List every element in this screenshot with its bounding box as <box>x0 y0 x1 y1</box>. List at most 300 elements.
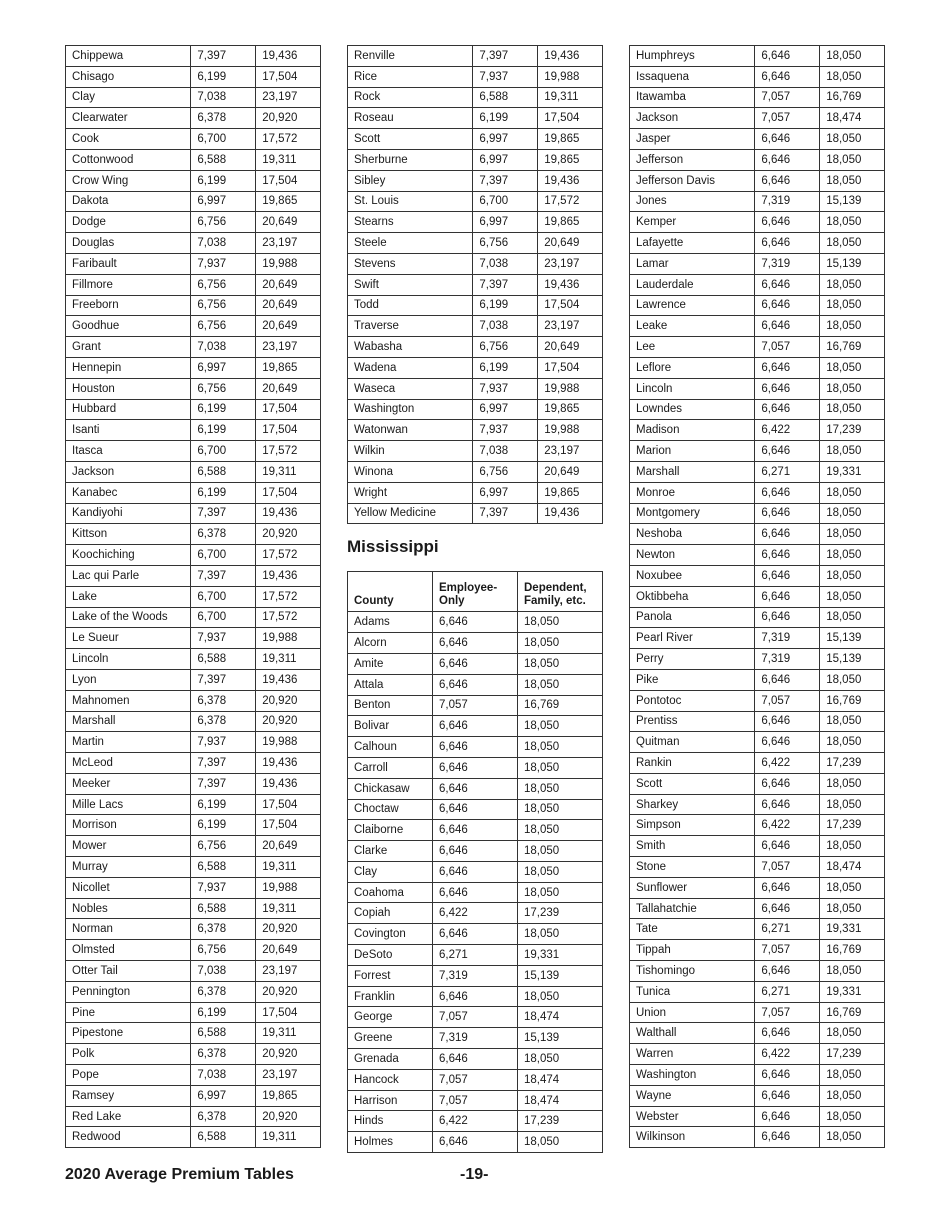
county-cell: Neshoba <box>630 524 755 545</box>
table-row <box>630 337 885 358</box>
page-number: -19- <box>460 1166 489 1183</box>
employee-only-cell: 6,700 <box>191 441 256 462</box>
dependent-cell: 18,050 <box>820 503 885 524</box>
dependent-cell: 18,050 <box>820 1085 885 1106</box>
county-cell: Newton <box>630 545 755 566</box>
dependent-cell: 18,050 <box>820 961 885 982</box>
employee-only-cell: 6,646 <box>433 861 518 882</box>
county-cell: Hubbard <box>66 399 191 420</box>
dependent-cell: 17,504 <box>256 815 321 836</box>
county-cell: Rice <box>348 66 473 87</box>
employee-only-cell: 6,588 <box>191 1127 256 1148</box>
employee-only-cell: 6,646 <box>433 924 518 945</box>
dependent-cell: 17,239 <box>820 1044 885 1065</box>
employee-only-cell: 6,646 <box>755 441 820 462</box>
table-row <box>348 233 603 254</box>
table-row <box>630 711 885 732</box>
table-row <box>66 337 321 358</box>
county-cell: Chisago <box>66 66 191 87</box>
employee-only-cell: 6,646 <box>755 316 820 337</box>
dependent-cell: 19,865 <box>538 129 603 150</box>
county-cell: Renville <box>348 46 473 67</box>
county-cell: Benton <box>348 695 433 716</box>
dependent-cell: 20,920 <box>256 919 321 940</box>
dependent-cell: 18,050 <box>820 233 885 254</box>
county-cell: Pennington <box>66 981 191 1002</box>
county-cell: Harrison <box>348 1090 433 1111</box>
dependent-cell: 19,865 <box>538 212 603 233</box>
dependent-cell: 17,239 <box>518 903 603 924</box>
premium-table <box>65 45 321 1148</box>
county-cell: Martin <box>66 732 191 753</box>
employee-only-cell: 6,646 <box>755 877 820 898</box>
county-cell: Le Sueur <box>66 628 191 649</box>
employee-only-cell: 6,422 <box>755 420 820 441</box>
employee-only-cell: 6,646 <box>755 961 820 982</box>
county-cell: Humphreys <box>630 46 755 67</box>
employee-only-cell: 7,038 <box>191 1065 256 1086</box>
table-row <box>66 773 321 794</box>
table-row <box>66 482 321 503</box>
premium-table <box>629 45 885 1148</box>
table-row <box>66 233 321 254</box>
premium-column-2 <box>347 45 603 1153</box>
table-row <box>630 295 885 316</box>
dependent-cell: 18,474 <box>820 108 885 129</box>
employee-only-cell: 6,271 <box>755 919 820 940</box>
dependent-cell: 18,050 <box>820 877 885 898</box>
table-row <box>66 524 321 545</box>
county-cell: Jackson <box>66 461 191 482</box>
employee-only-cell: 7,937 <box>191 732 256 753</box>
county-cell: Morrison <box>66 815 191 836</box>
employee-only-cell: 7,937 <box>473 420 538 441</box>
table-row <box>348 737 603 758</box>
table-row <box>66 129 321 150</box>
employee-only-cell: 7,057 <box>433 1090 518 1111</box>
employee-only-cell: 6,646 <box>755 545 820 566</box>
dependent-cell: 18,050 <box>518 799 603 820</box>
dependent-cell: 18,050 <box>820 1127 885 1148</box>
county-cell: Norman <box>66 919 191 940</box>
dependent-cell: 15,139 <box>820 649 885 670</box>
employee-only-cell: 7,397 <box>191 669 256 690</box>
employee-only-cell: 6,588 <box>191 149 256 170</box>
table-row <box>66 378 321 399</box>
table-row <box>66 274 321 295</box>
dependent-cell: 18,050 <box>820 482 885 503</box>
dependent-cell: 18,050 <box>820 170 885 191</box>
county-cell: Fillmore <box>66 274 191 295</box>
table-row <box>348 945 603 966</box>
dependent-cell: 19,988 <box>256 253 321 274</box>
dependent-header: Dependent, Family, etc. <box>518 572 603 612</box>
table-row <box>630 649 885 670</box>
county-cell: DeSoto <box>348 945 433 966</box>
employee-only-cell: 7,397 <box>191 46 256 67</box>
premium-table <box>347 45 603 524</box>
table-row <box>66 316 321 337</box>
table-row <box>66 503 321 524</box>
county-cell: Marion <box>630 441 755 462</box>
table-row <box>348 820 603 841</box>
county-cell: Rock <box>348 87 473 108</box>
dependent-cell: 19,436 <box>256 773 321 794</box>
employee-only-cell: 6,646 <box>433 757 518 778</box>
employee-only-cell: 7,038 <box>473 253 538 274</box>
dependent-cell: 18,050 <box>820 669 885 690</box>
table-row <box>630 1106 885 1127</box>
dependent-cell: 19,436 <box>256 753 321 774</box>
county-cell: Tippah <box>630 940 755 961</box>
table-row <box>348 316 603 337</box>
dependent-cell: 18,050 <box>820 399 885 420</box>
dependent-cell: 17,504 <box>256 170 321 191</box>
table-row <box>630 274 885 295</box>
dependent-cell: 18,474 <box>518 1069 603 1090</box>
county-cell: Olmsted <box>66 940 191 961</box>
county-cell: Scott <box>630 773 755 794</box>
employee-only-cell: 6,700 <box>191 129 256 150</box>
county-cell: Wabasha <box>348 337 473 358</box>
county-cell: Itasca <box>66 441 191 462</box>
county-cell: Madison <box>630 420 755 441</box>
table-row <box>66 46 321 67</box>
county-cell: Lafayette <box>630 233 755 254</box>
employee-only-cell: 6,199 <box>191 399 256 420</box>
dependent-cell: 23,197 <box>538 441 603 462</box>
county-cell: Lauderdale <box>630 274 755 295</box>
dependent-cell: 17,572 <box>538 191 603 212</box>
table-row <box>66 586 321 607</box>
table-row <box>630 836 885 857</box>
table-row <box>348 87 603 108</box>
table-row <box>630 461 885 482</box>
employee-only-cell: 6,588 <box>473 87 538 108</box>
county-cell: Coahoma <box>348 882 433 903</box>
employee-only-cell: 7,038 <box>473 441 538 462</box>
employee-only-cell: 6,422 <box>433 1111 518 1132</box>
dependent-cell: 19,436 <box>256 503 321 524</box>
dependent-cell: 18,050 <box>820 1106 885 1127</box>
employee-only-cell: 6,199 <box>191 482 256 503</box>
county-header: County <box>348 572 433 612</box>
table-row <box>348 337 603 358</box>
employee-only-cell: 7,397 <box>473 170 538 191</box>
employee-only-cell: 6,756 <box>473 461 538 482</box>
table-row <box>348 716 603 737</box>
dependent-cell: 18,050 <box>820 524 885 545</box>
table-row <box>630 316 885 337</box>
dependent-cell: 17,504 <box>256 1002 321 1023</box>
employee-only-cell: 7,397 <box>473 46 538 67</box>
county-cell: Jasper <box>630 129 755 150</box>
county-cell: Covington <box>348 924 433 945</box>
county-cell: Lawrence <box>630 295 755 316</box>
county-cell: Hennepin <box>66 357 191 378</box>
dependent-cell: 18,050 <box>820 295 885 316</box>
county-cell: Itawamba <box>630 87 755 108</box>
county-cell: Ramsey <box>66 1085 191 1106</box>
dependent-cell: 18,050 <box>518 986 603 1007</box>
employee-only-cell: 6,756 <box>191 274 256 295</box>
county-cell: Kemper <box>630 212 755 233</box>
county-cell: Wright <box>348 482 473 503</box>
county-cell: Jefferson Davis <box>630 170 755 191</box>
table-row <box>348 1090 603 1111</box>
county-cell: Walthall <box>630 1023 755 1044</box>
employee-only-cell: 6,646 <box>755 295 820 316</box>
county-cell: Dakota <box>66 191 191 212</box>
employee-only-cell: 6,199 <box>191 794 256 815</box>
county-cell: Wilkinson <box>630 1127 755 1148</box>
dependent-cell: 16,769 <box>820 690 885 711</box>
county-cell: Chickasaw <box>348 778 433 799</box>
employee-only-cell: 6,588 <box>191 857 256 878</box>
table-row <box>630 815 885 836</box>
dependent-cell: 17,504 <box>538 357 603 378</box>
county-cell: Choctaw <box>348 799 433 820</box>
table-row <box>348 441 603 462</box>
employee-only-cell: 6,646 <box>755 711 820 732</box>
table-row <box>348 420 603 441</box>
table-row <box>348 378 603 399</box>
employee-only-cell: 6,646 <box>755 170 820 191</box>
county-cell: St. Louis <box>348 191 473 212</box>
dependent-cell: 20,649 <box>256 212 321 233</box>
table-row <box>630 794 885 815</box>
dependent-cell: 19,311 <box>256 149 321 170</box>
employee-only-cell: 6,199 <box>473 295 538 316</box>
dependent-cell: 23,197 <box>256 87 321 108</box>
employee-only-cell: 7,057 <box>755 690 820 711</box>
dependent-cell: 20,920 <box>256 690 321 711</box>
employee-only-cell: 6,199 <box>473 108 538 129</box>
table-row <box>630 170 885 191</box>
employee-only-cell: 7,057 <box>755 857 820 878</box>
county-cell: McLeod <box>66 753 191 774</box>
employee-only-cell: 6,646 <box>433 674 518 695</box>
table-row <box>630 565 885 586</box>
county-cell: Traverse <box>348 316 473 337</box>
employee-only-cell: 6,378 <box>191 1044 256 1065</box>
dependent-cell: 18,050 <box>820 794 885 815</box>
dependent-cell: 18,050 <box>820 149 885 170</box>
table-row <box>348 1028 603 1049</box>
table-row <box>630 732 885 753</box>
table-row <box>66 857 321 878</box>
employee-only-cell: 6,646 <box>755 378 820 399</box>
table-row <box>66 1127 321 1148</box>
employee-only-cell: 6,378 <box>191 711 256 732</box>
table-row <box>630 108 885 129</box>
table-row <box>630 586 885 607</box>
county-cell: Leake <box>630 316 755 337</box>
county-cell: Otter Tail <box>66 961 191 982</box>
county-cell: Lake <box>66 586 191 607</box>
table-row <box>66 357 321 378</box>
county-cell: Quitman <box>630 732 755 753</box>
dependent-cell: 18,050 <box>820 357 885 378</box>
employee-only-cell: 6,422 <box>433 903 518 924</box>
county-cell: Sunflower <box>630 877 755 898</box>
employee-only-cell: 6,646 <box>755 607 820 628</box>
employee-only-cell: 7,057 <box>755 1002 820 1023</box>
dependent-cell: 18,050 <box>518 882 603 903</box>
employee-only-cell: 7,038 <box>191 337 256 358</box>
county-cell: Leflore <box>630 357 755 378</box>
dependent-cell: 19,331 <box>820 981 885 1002</box>
county-cell: Carroll <box>348 757 433 778</box>
employee-only-cell: 6,199 <box>191 815 256 836</box>
table-row <box>348 503 603 524</box>
dependent-cell: 19,311 <box>256 898 321 919</box>
employee-only-cell: 6,646 <box>755 1085 820 1106</box>
dependent-cell: 18,050 <box>518 1132 603 1153</box>
employee-only-cell: 6,997 <box>473 212 538 233</box>
table-row <box>66 898 321 919</box>
county-cell: Sherburne <box>348 149 473 170</box>
employee-only-cell: 6,646 <box>755 669 820 690</box>
employee-only-cell: 6,646 <box>433 653 518 674</box>
table-row <box>630 233 885 254</box>
table-row <box>630 87 885 108</box>
employee-only-cell: 6,378 <box>191 1106 256 1127</box>
employee-only-cell: 6,588 <box>191 1023 256 1044</box>
county-cell: Waseca <box>348 378 473 399</box>
employee-only-cell: 6,756 <box>191 316 256 337</box>
table-row <box>630 441 885 462</box>
dependent-cell: 20,649 <box>256 836 321 857</box>
table-row <box>348 295 603 316</box>
employee-only-cell: 6,588 <box>191 898 256 919</box>
employee-only-cell: 6,378 <box>191 108 256 129</box>
dependent-cell: 16,769 <box>518 695 603 716</box>
employee-only-cell: 6,756 <box>191 212 256 233</box>
employee-only-cell: 6,646 <box>433 737 518 758</box>
employee-only-cell: 6,646 <box>755 357 820 378</box>
table-row <box>348 903 603 924</box>
table-row <box>348 129 603 150</box>
county-cell: Cook <box>66 129 191 150</box>
employee-only-cell: 6,756 <box>191 836 256 857</box>
table-row <box>630 690 885 711</box>
table-row <box>66 981 321 1002</box>
county-cell: Kandiyohi <box>66 503 191 524</box>
county-cell: Faribault <box>66 253 191 274</box>
dependent-cell: 17,504 <box>256 420 321 441</box>
employee-only-cell: 6,646 <box>755 503 820 524</box>
county-cell: Marshall <box>66 711 191 732</box>
county-cell: Redwood <box>66 1127 191 1148</box>
dependent-cell: 18,050 <box>518 778 603 799</box>
table-row <box>630 669 885 690</box>
county-cell: Copiah <box>348 903 433 924</box>
table-row <box>66 1065 321 1086</box>
dependent-cell: 18,050 <box>820 545 885 566</box>
table-row <box>348 924 603 945</box>
employee-only-cell: 6,997 <box>473 129 538 150</box>
table-row <box>348 757 603 778</box>
dependent-cell: 18,050 <box>820 836 885 857</box>
dependent-cell: 17,572 <box>256 545 321 566</box>
table-row <box>66 565 321 586</box>
employee-only-cell: 7,397 <box>191 753 256 774</box>
employee-only-cell: 6,646 <box>755 1106 820 1127</box>
employee-only-cell: 7,319 <box>755 191 820 212</box>
employee-only-cell: 6,646 <box>755 898 820 919</box>
table-row <box>348 841 603 862</box>
county-cell: Mahnomen <box>66 690 191 711</box>
table-row <box>348 212 603 233</box>
dependent-cell: 18,050 <box>820 711 885 732</box>
employee-only-cell: 7,057 <box>755 87 820 108</box>
dependent-cell: 18,050 <box>518 820 603 841</box>
county-cell: Lake of the Woods <box>66 607 191 628</box>
employee-only-cell: 6,646 <box>755 773 820 794</box>
employee-only-cell: 7,038 <box>191 233 256 254</box>
dependent-cell: 20,649 <box>256 940 321 961</box>
table-row <box>348 274 603 295</box>
dependent-cell: 17,504 <box>538 295 603 316</box>
table-row <box>348 695 603 716</box>
table-row <box>66 753 321 774</box>
county-cell: Attala <box>348 674 433 695</box>
employee-only-cell: 6,646 <box>755 129 820 150</box>
county-cell: Pope <box>66 1065 191 1086</box>
employee-only-cell: 6,646 <box>755 794 820 815</box>
dependent-cell: 18,050 <box>518 861 603 882</box>
table-row <box>630 981 885 1002</box>
dependent-cell: 20,649 <box>538 461 603 482</box>
county-cell: Lincoln <box>66 649 191 670</box>
table-row <box>66 399 321 420</box>
county-cell: Stearns <box>348 212 473 233</box>
county-cell: George <box>348 1007 433 1028</box>
dependent-cell: 19,311 <box>256 1127 321 1148</box>
employee-only-cell: 7,937 <box>473 66 538 87</box>
dependent-cell: 18,050 <box>518 674 603 695</box>
dependent-cell: 20,920 <box>256 1044 321 1065</box>
table-row <box>66 732 321 753</box>
employee-only-cell: 7,397 <box>473 503 538 524</box>
county-cell: Stevens <box>348 253 473 274</box>
county-cell: Nobles <box>66 898 191 919</box>
dependent-cell: 19,311 <box>538 87 603 108</box>
dependent-cell: 19,865 <box>538 399 603 420</box>
dependent-cell: 18,050 <box>820 316 885 337</box>
employee-only-cell: 6,700 <box>191 607 256 628</box>
dependent-cell: 19,988 <box>256 877 321 898</box>
dependent-cell: 17,239 <box>820 753 885 774</box>
county-cell: Lee <box>630 337 755 358</box>
employee-only-cell: 6,646 <box>755 212 820 233</box>
table-row <box>630 961 885 982</box>
table-row <box>630 753 885 774</box>
county-cell: Yellow Medicine <box>348 503 473 524</box>
county-cell: Murray <box>66 857 191 878</box>
county-cell: Franklin <box>348 986 433 1007</box>
dependent-cell: 18,050 <box>518 612 603 633</box>
dependent-cell: 17,504 <box>256 482 321 503</box>
table-row <box>348 612 603 633</box>
county-cell: Washington <box>630 1065 755 1086</box>
table-row <box>66 253 321 274</box>
dependent-cell: 17,504 <box>538 108 603 129</box>
employee-only-cell: 7,057 <box>433 695 518 716</box>
table-row <box>348 986 603 1007</box>
county-cell: Houston <box>66 378 191 399</box>
